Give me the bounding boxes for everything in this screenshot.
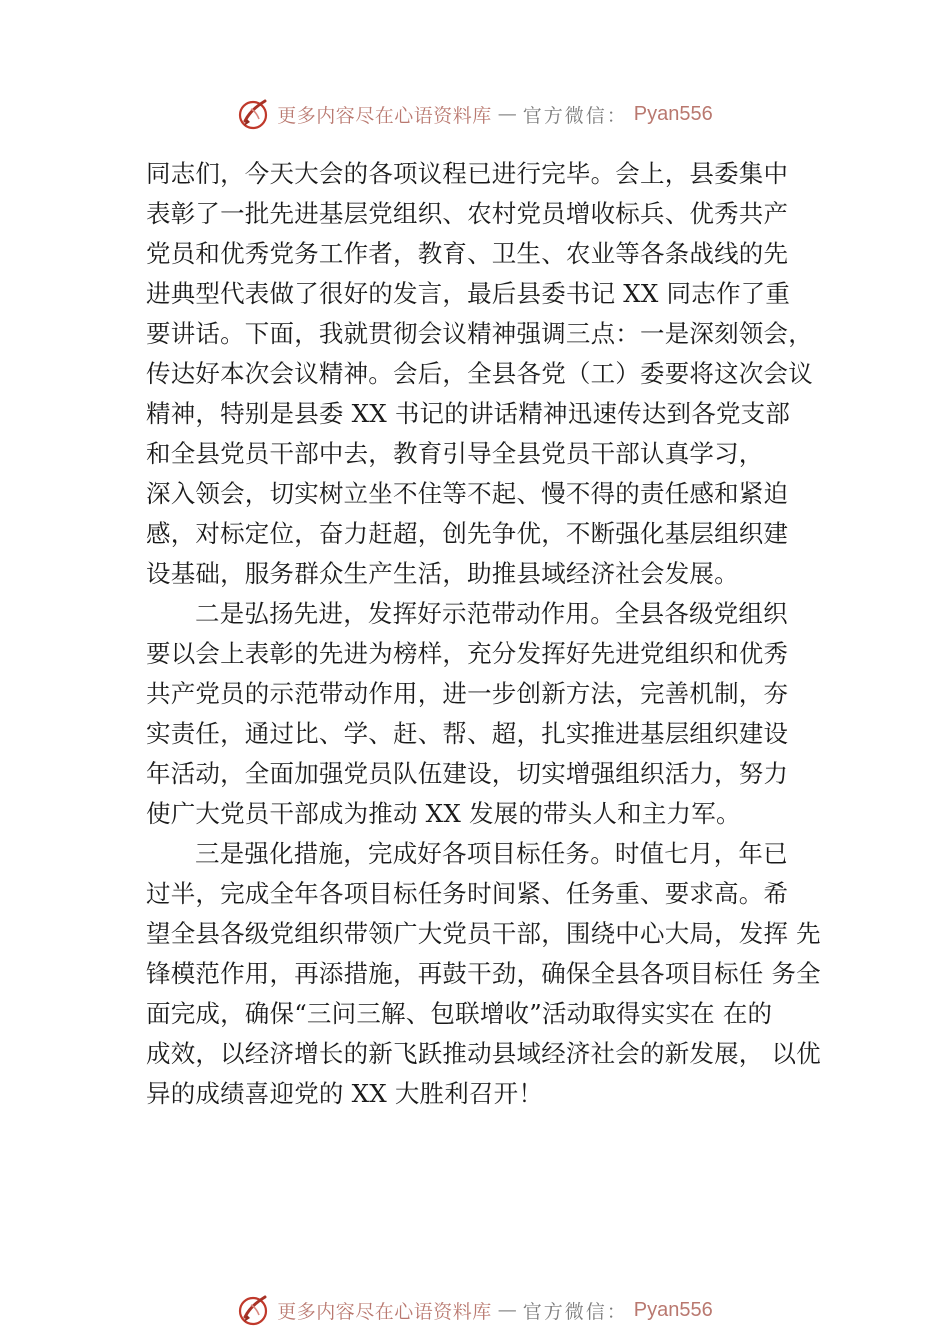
banner-text: 更多内容尽在心语资料库 [277, 104, 492, 127]
text-line: 使广大党员干部成为推动 XX 发展的带头人和主力军。 [146, 799, 741, 828]
text-line: 要讲话。下面，我就贯彻会议精神强调三点：一是深刻领会， [146, 319, 813, 348]
wechat-id: Pyan556 [633, 1298, 713, 1321]
paragraph-3 [146, 834, 836, 1114]
text-line: 和全县党员干部中去，教育引导全县党员干部认真学习， [146, 439, 764, 468]
paragraph-2 [146, 594, 836, 834]
text-line: 党员和优秀党务工作者，教育、卫生、农业等各条战线的先 [146, 239, 789, 268]
text-line: 锋模范作用，再添措施，再鼓干劲，确保全县各项目标任 务全 [146, 959, 821, 988]
text-line: 年活动，全面加强党员队伍建设，切实增强组织活力，努力 [146, 759, 789, 788]
text-line: 进典型代表做了很好的发言，最后县委书记 XX 同志作了重 [146, 279, 791, 308]
text-line: 实责任，通过比、学、赶、帮、超，扎实推进基层组织建设 [146, 719, 789, 748]
text-line: 面完成，确保“三问三解、包联增收”活动取得实实在 在的 [146, 999, 773, 1028]
banner-separator: — [497, 1299, 517, 1321]
text-line: 过半，完成全年各项目标任务时间紧、任务重、要求高。希 [146, 879, 789, 908]
paragraph-1 [146, 154, 836, 594]
wechat-label: 官方微信： [522, 1300, 628, 1323]
text-line: 感，对标定位，奋力赶超，创先争优，不断强化基层组织建 [146, 519, 789, 548]
text-line: 异的成绩喜迎党的 XX 大胜利召开！ [146, 1079, 544, 1108]
pen-logo-icon [237, 97, 271, 131]
text-line: 传达好本次会议精神。会后，全县各党（工）委要将这次会议 [146, 359, 813, 388]
text-line: 三是强化措施，完成好各项目标任务。时值七月，年已 [195, 839, 788, 868]
footer-banner [0, 1290, 950, 1330]
text-line: 同志们，今天大会的各项议程已进行完毕。会上，县委集中 [146, 159, 789, 188]
header-banner [0, 94, 950, 134]
text-line: 二是弘扬先进，发挥好示范带动作用。全县各级党组织 [195, 599, 788, 628]
document-body [146, 154, 836, 1114]
text-line: 成效，以经济增长的新飞跃推动县域经济社会的新发展， 以优 [146, 1039, 821, 1068]
text-line: 精神，特别是县委 XX 书记的讲话精神迅速传达到各党支部 [146, 399, 791, 428]
wechat-label: 官方微信： [522, 104, 628, 127]
banner-separator: — [497, 103, 517, 125]
text-line: 要以会上表彰的先进为榜样，充分发挥好先进党组织和优秀 [146, 639, 789, 668]
banner-text: 更多内容尽在心语资料库 [277, 1300, 492, 1323]
text-line: 深入领会，切实树立坐不住等不起、慢不得的责任感和紧迫 [146, 479, 789, 508]
text-line: 设基础，服务群众生产生活，助推县域经济社会发展。 [146, 559, 739, 588]
text-line: 望全县各级党组织带领广大党员干部，围绕中心大局，发挥 先 [146, 919, 821, 948]
wechat-id: Pyan556 [633, 102, 713, 125]
text-line: 共产党员的示范带动作用，进一步创新方法，完善机制，夯 [146, 679, 789, 708]
text-line: 表彰了一批先进基层党组织、农村党员增收标兵、优秀共产 [146, 199, 789, 228]
pen-logo-icon [237, 1293, 271, 1327]
